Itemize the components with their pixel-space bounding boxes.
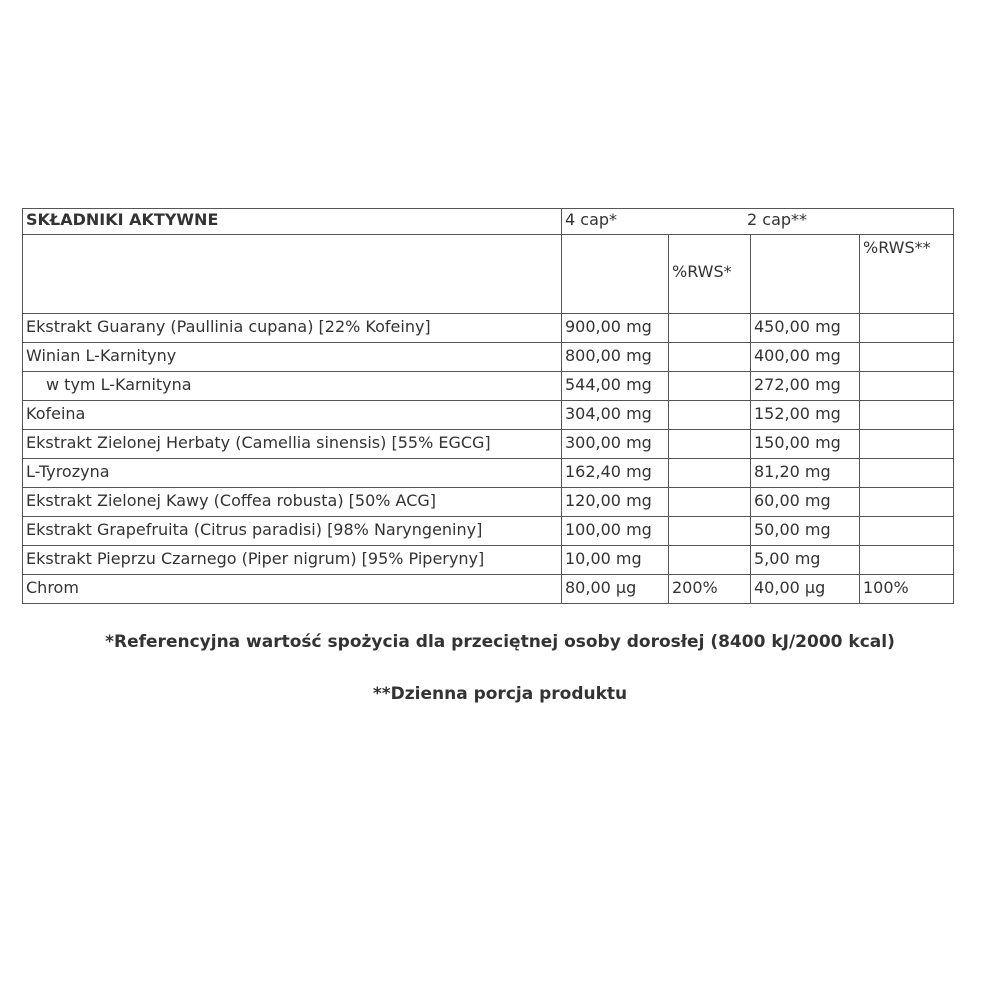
rws-4cap: [669, 372, 751, 401]
amount-4cap: 304,00 mg: [562, 401, 669, 430]
rws-4cap: 200%: [669, 575, 751, 604]
amount-2cap: 50,00 mg: [751, 517, 860, 546]
footnote-reference-intake: *Referencyjna wartość spożycia dla przeciętnej osoby dorosłej (8400 kJ/2000 kcal): [105, 632, 895, 652]
table-row: [23, 401, 954, 430]
ingredient-name: Kofeina: [23, 401, 562, 430]
amount-4cap: 100,00 mg: [562, 517, 669, 546]
amount-4cap: 300,00 mg: [562, 430, 669, 459]
table-row: [23, 546, 954, 575]
ingredient-name: Winian L-Karnityny: [23, 343, 562, 372]
header-4cap: 4 cap*: [565, 210, 618, 229]
amount-2cap: 60,00 mg: [751, 488, 860, 517]
amount-4cap: 80,00 µg: [562, 575, 669, 604]
ingredient-name: Chrom: [23, 575, 562, 604]
rws-2cap: [860, 430, 954, 459]
rws-4cap: [669, 343, 751, 372]
rws-4cap: [669, 459, 751, 488]
table-row: [23, 575, 954, 604]
rws-2cap: [860, 401, 954, 430]
amount-2cap: 152,00 mg: [751, 401, 860, 430]
table-subheader-row: [23, 235, 954, 314]
rws-2cap: [860, 372, 954, 401]
ingredient-name: Ekstrakt Zielonej Kawy (Coffea robusta) [50% ACG]: [23, 488, 562, 517]
rws-4cap: [669, 517, 751, 546]
ingredient-name: Ekstrakt Guarany (Paullinia cupana) [22% Kofeiny]: [23, 314, 562, 343]
ingredient-name: w tym L-Karnityna: [46, 375, 192, 394]
rws-4cap: [669, 430, 751, 459]
amount-2cap: 5,00 mg: [751, 546, 860, 575]
amount-4cap: 800,00 mg: [562, 343, 669, 372]
rws-2cap: [860, 343, 954, 372]
supplement-facts-table: [22, 208, 954, 604]
subheader-empty-2cap: [751, 235, 860, 314]
subheader-empty-4cap: [562, 235, 669, 314]
amount-4cap: 120,00 mg: [562, 488, 669, 517]
rws-2cap: [860, 314, 954, 343]
amount-2cap: 450,00 mg: [751, 314, 860, 343]
header-2cap: 2 cap**: [747, 210, 808, 229]
amount-4cap: 162,40 mg: [562, 459, 669, 488]
amount-4cap: 10,00 mg: [562, 546, 669, 575]
rws-4cap: [669, 314, 751, 343]
table-header-row: [23, 209, 954, 235]
table-row: [23, 459, 954, 488]
rws-2cap: [860, 546, 954, 575]
ingredient-name: Ekstrakt Pieprzu Czarnego (Piper nigrum) [95% Piperyny]: [23, 546, 562, 575]
rws-2cap: [860, 517, 954, 546]
table-row: [23, 314, 954, 343]
amount-2cap: 272,00 mg: [751, 372, 860, 401]
rws-4cap: [669, 488, 751, 517]
header-rws-2cap: %RWS**: [860, 235, 954, 314]
amount-2cap: 40,00 µg: [751, 575, 860, 604]
table-row: [23, 430, 954, 459]
header-dose-cell: [562, 209, 954, 235]
rws-4cap: [669, 401, 751, 430]
ingredient-name: L-Tyrozyna: [23, 459, 562, 488]
table-title: SKŁADNIKI AKTYWNE: [23, 209, 562, 235]
rws-2cap: [860, 488, 954, 517]
ingredient-name: Ekstrakt Zielonej Herbaty (Camellia sinensis) [55% EGCG]: [23, 430, 562, 459]
amount-2cap: 400,00 mg: [751, 343, 860, 372]
amount-4cap: 900,00 mg: [562, 314, 669, 343]
ingredient-name: Ekstrakt Grapefruita (Citrus paradisi) [98% Naryngeniny]: [23, 517, 562, 546]
header-rws-4cap: %RWS*: [669, 235, 751, 314]
footnote-daily-portion: **Dzienna porcja produktu: [372, 684, 628, 704]
table-row: [23, 372, 954, 401]
rws-2cap: 100%: [860, 575, 954, 604]
amount-2cap: 81,20 mg: [751, 459, 860, 488]
amount-4cap: 544,00 mg: [562, 372, 669, 401]
table-row: [23, 517, 954, 546]
rws-2cap: [860, 459, 954, 488]
subheader-empty-name: [23, 235, 562, 314]
amount-2cap: 150,00 mg: [751, 430, 860, 459]
table-row: [23, 488, 954, 517]
rws-4cap: [669, 546, 751, 575]
ingredient-name-cell: [23, 372, 562, 401]
table-row: [23, 343, 954, 372]
